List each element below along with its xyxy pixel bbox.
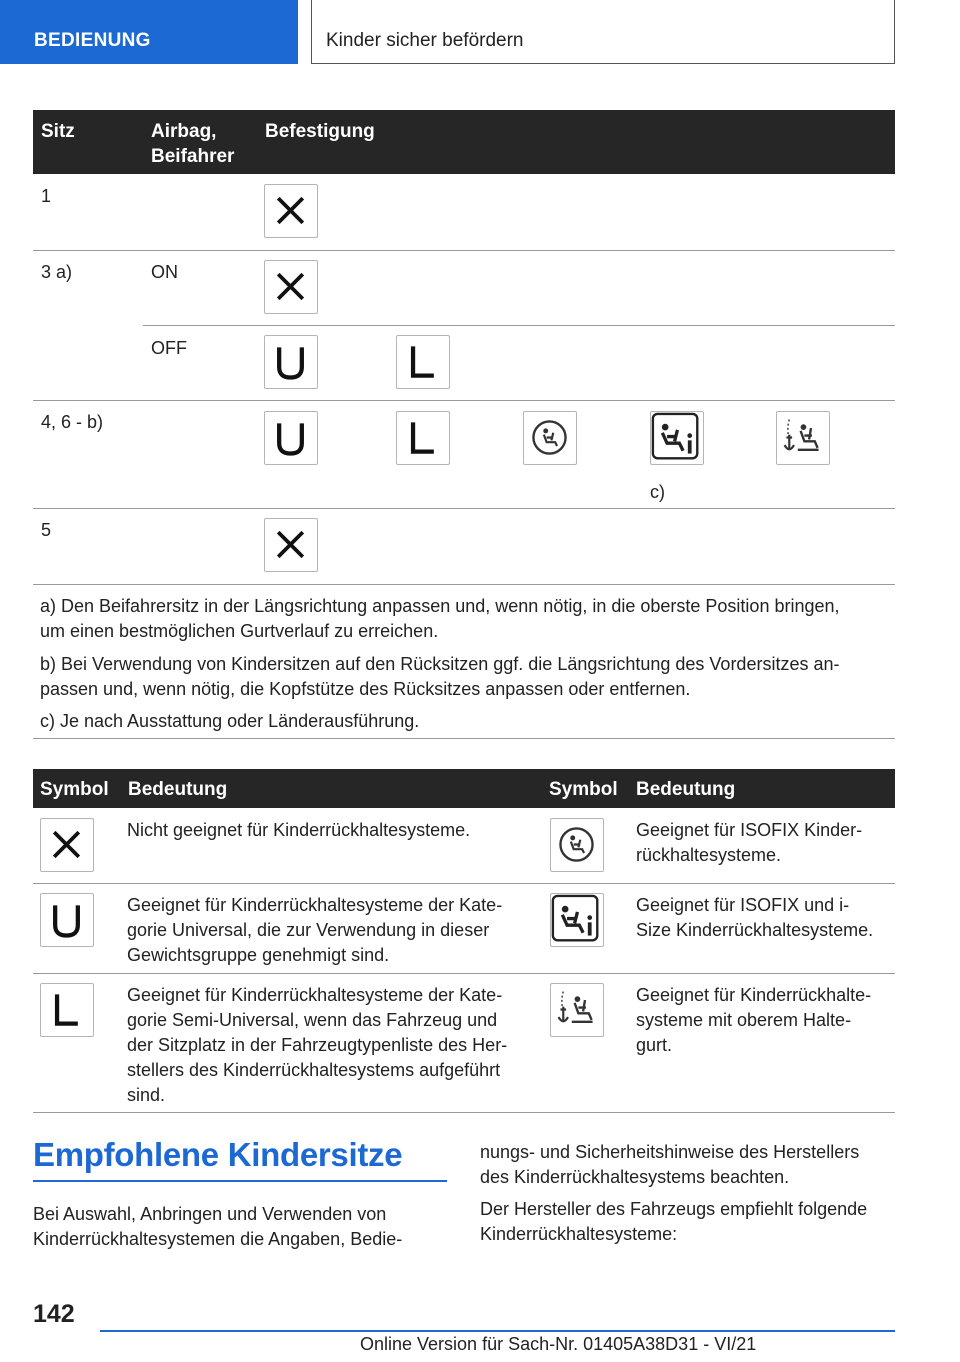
table2-header: [33, 769, 895, 808]
header-section-tab: [0, 0, 298, 64]
section-col2b-l1: Der Hersteller des Fahrzeugs empfiehlt folgende: [480, 1199, 868, 1219]
divider: [33, 738, 895, 739]
th2-symbol2: Symbol: [549, 779, 618, 800]
page-number: 142: [33, 1300, 75, 1328]
section-title-underline: [33, 1180, 447, 1182]
t2-r3-left-l2: gorie Semi-Universal, wenn das Fahrzeug und: [127, 1010, 498, 1030]
t2-r2-right-l2: Size Kinderrückhaltesysteme.: [636, 920, 874, 940]
u-letter-icon: [40, 893, 94, 947]
th-befestigung: Befestigung: [265, 121, 375, 142]
t2-r3-left-l5: sind.: [127, 1085, 166, 1105]
divider: [33, 250, 895, 251]
footnote-a-line2: um einen bestmöglichen Gurtverlauf zu erreichen.: [40, 621, 439, 641]
x-icon: [264, 184, 318, 238]
divider: [33, 400, 895, 401]
t1-r2-sitz: 3 a): [41, 262, 73, 282]
isofix-icon: [550, 818, 604, 872]
section-col2b-l2: Kinderrückhaltesysteme:: [480, 1224, 678, 1244]
t1-r2-airbag: ON: [151, 262, 178, 282]
t1-r4-note: c): [650, 482, 665, 502]
t1-r1-sitz: 1: [41, 186, 52, 206]
t2-r3-right-l1: Geeignet für Kinderrückhalte-: [636, 985, 872, 1005]
t2-r2-right-l1: Geeignet für ISOFIX und i-: [636, 895, 850, 915]
u-letter-icon: [264, 335, 318, 389]
t1-r5-sitz: 5: [41, 520, 52, 540]
t1-r3-airbag: OFF: [151, 338, 187, 358]
th-airbag2: Beifahrer: [151, 146, 235, 167]
t2-r3-left-l3: der Sitzplatz in der Fahrzeugtypenliste des Her-: [127, 1035, 508, 1055]
isofix-isize-icon: [650, 411, 704, 465]
t2-r1-right-l2: rückhaltesysteme.: [636, 845, 782, 865]
t2-r2-left-l2: gorie Universal, die zur Verwendung in dieser: [127, 920, 490, 940]
divider: [33, 973, 895, 974]
footnote-c: c) Je nach Ausstattung oder Länderausführung.: [40, 711, 420, 731]
top-tether-icon: [776, 411, 830, 465]
divider: [143, 325, 895, 326]
t2-r3-right-l2: systeme mit oberem Halte-: [636, 1010, 852, 1030]
t2-r3-left-l4: stellers des Kinderrückhaltesystems aufgeführt: [127, 1060, 501, 1080]
header-section-label: BEDIENUNG: [34, 30, 151, 51]
x-icon: [264, 518, 318, 572]
x-icon: [40, 818, 94, 872]
isofix-isize-icon: [550, 893, 604, 947]
divider: [33, 1112, 895, 1113]
section-col1-l2: Kinderrückhaltesystemen die Angaben, Bedie-: [33, 1229, 403, 1249]
divider: [33, 508, 895, 509]
l-letter-icon: [396, 411, 450, 465]
u-letter-icon: [264, 411, 318, 465]
t2-r3-left-l1: Geeignet für Kinderrückhaltesysteme der Kate-: [127, 985, 503, 1005]
header-title: Kinder sicher befördern: [326, 30, 524, 51]
t1-r4-sitz: 4, 6 - b): [41, 412, 104, 432]
footnote-a-line1: a) Den Beifahrersitz in der Längsrichtung anpassen und, wenn nötig, in die oberste Position bringen,: [40, 596, 840, 616]
footnote-b-line1: b) Bei Verwendung von Kindersitzen auf den Rücksitzen ggf. die Längsrichtung des Vordersitzes an-: [40, 654, 840, 674]
t2-r2-left-l3: Gewichtsgruppe genehmigt sind.: [127, 945, 390, 965]
footer-text: Online Version für Sach-Nr. 01405A38D31 - VI/21: [360, 1334, 757, 1354]
l-letter-icon: [40, 983, 94, 1037]
th-sitz: Sitz: [41, 121, 75, 142]
section-col2-l1: nungs- und Sicherheitshinweise des Herstellers: [480, 1142, 860, 1162]
section-title: Empfohlene Kindersitze: [33, 1136, 403, 1173]
top-tether-icon: [550, 983, 604, 1037]
l-letter-icon: [396, 335, 450, 389]
header-title-box: [311, 0, 895, 64]
isofix-icon: [523, 411, 577, 465]
footer-line: [100, 1330, 895, 1332]
t2-r2-left-l1: Geeignet für Kinderrückhaltesysteme der Kate-: [127, 895, 503, 915]
th2-bedeutung1: Bedeutung: [128, 779, 228, 800]
divider: [33, 883, 895, 884]
section-col2-l2: des Kinderrückhaltesystems beachten.: [480, 1167, 790, 1187]
th-airbag: Airbag,: [151, 121, 217, 142]
th2-bedeutung2: Bedeutung: [636, 779, 736, 800]
t2-r1-left-l1: Nicht geeignet für Kinderrückhaltesysteme.: [127, 820, 471, 840]
t2-r3-right-l3: gurt.: [636, 1035, 673, 1055]
divider: [33, 584, 895, 585]
footnote-b-line2: passen und, wenn nötig, die Kopfstütze des Rücksitzes anpassen oder entfernen.: [40, 679, 691, 699]
th2-symbol1: Symbol: [40, 779, 109, 800]
section-col1-l1: Bei Auswahl, Anbringen und Verwenden von: [33, 1204, 387, 1224]
t2-r1-right-l1: Geeignet für ISOFIX Kinder-: [636, 820, 863, 840]
table1-header: [33, 110, 895, 174]
x-icon: [264, 260, 318, 314]
